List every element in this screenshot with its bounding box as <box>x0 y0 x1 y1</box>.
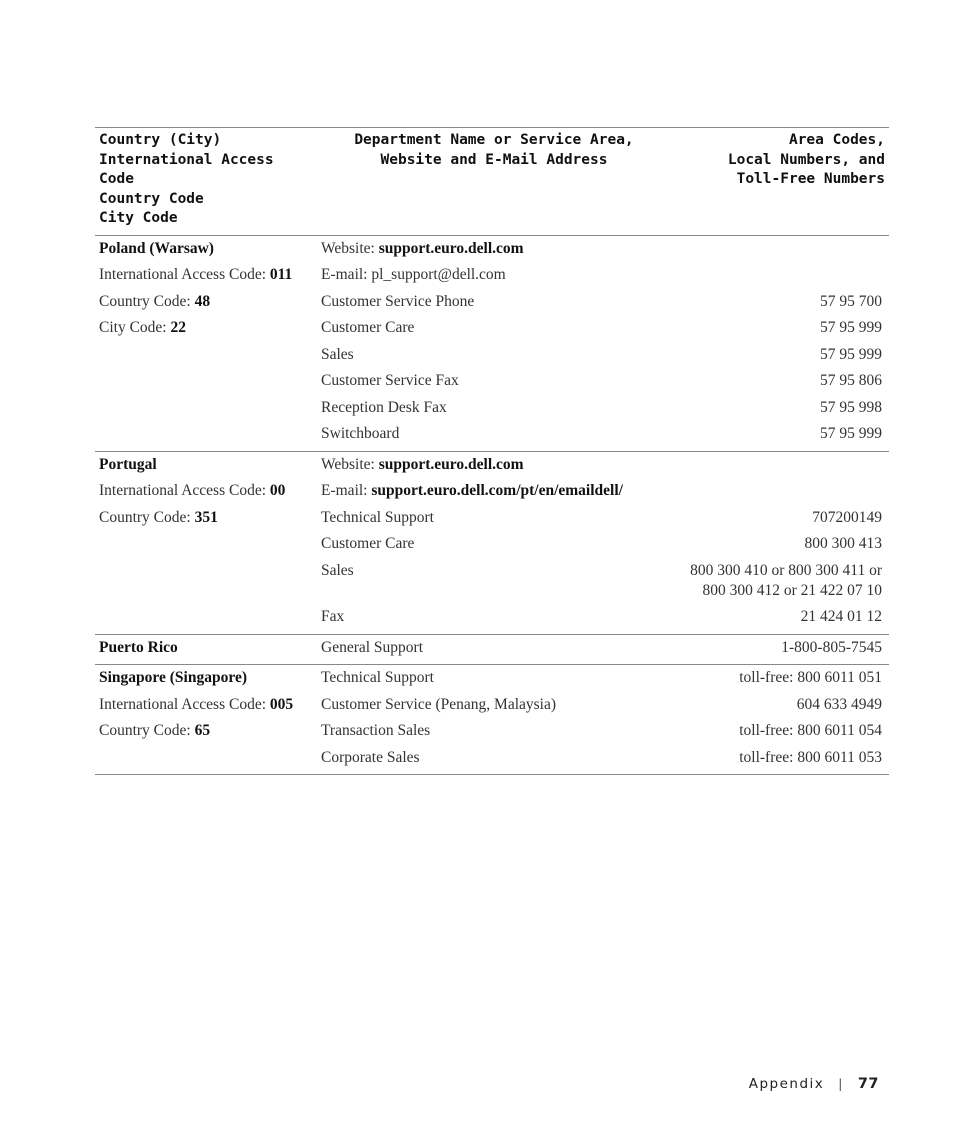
footer-section-name: Appendix <box>748 1076 825 1092</box>
phone-number: 57 95 806 <box>820 372 882 389</box>
department-cell <box>317 668 665 688</box>
department-cell <box>317 345 665 365</box>
number-cell <box>665 607 889 627</box>
country-cell <box>95 508 317 528</box>
phone-number: 604 633 4949 <box>796 695 882 713</box>
table-row <box>95 636 889 663</box>
header-line: Department Name or Service Area, <box>354 132 634 148</box>
department-name: Technical Support <box>321 669 434 686</box>
table-row <box>95 719 889 746</box>
header-line: Website and E-Mail Address <box>380 151 608 168</box>
phone-number: 21 424 01 12 <box>800 608 882 625</box>
table-row <box>95 693 889 720</box>
phone-number: 800 300 410 or 800 300 411 or <box>690 561 882 579</box>
phone-number: 800 300 413 <box>804 535 882 552</box>
country-cell <box>95 455 317 475</box>
department-cell <box>317 695 665 715</box>
country-name: Poland (Warsaw) <box>99 239 214 257</box>
country-cell <box>95 318 317 338</box>
table-row <box>95 532 889 559</box>
country-section <box>95 236 889 452</box>
table-row <box>95 369 889 396</box>
phone-number: 800 300 412 or 21 422 07 10 <box>702 581 882 599</box>
phone-number: 57 95 999 <box>820 425 882 442</box>
code-value: 351 <box>194 508 218 526</box>
table-row <box>95 396 889 423</box>
department-name: Reception Desk Fax <box>321 398 447 416</box>
number-cell <box>665 265 889 285</box>
header-line: Country (City) <box>99 132 222 148</box>
department-name: Customer Service Fax <box>321 372 459 389</box>
department-name: Customer Care <box>321 535 415 552</box>
number-cell <box>665 292 889 312</box>
table-row <box>95 290 889 317</box>
country-cell <box>95 239 317 259</box>
department-name: General Support <box>321 638 424 656</box>
code-value: 00 <box>269 482 286 499</box>
department-cell <box>317 265 665 285</box>
number-cell <box>665 695 889 715</box>
country-cell <box>95 265 317 285</box>
code-label: Country Code: <box>99 508 195 526</box>
code-value: 65 <box>194 722 211 739</box>
phone-number: toll-free: 800 6011 053 <box>739 748 882 766</box>
country-name: Portugal <box>99 455 157 473</box>
phone-number: 57 95 999 <box>820 319 882 336</box>
phone-number: 707200149 <box>812 508 882 526</box>
number-cell <box>665 239 889 259</box>
department-name: Sales <box>321 345 354 363</box>
table-row <box>95 605 889 632</box>
contact-label: Website: <box>321 239 379 257</box>
number-cell <box>665 345 889 365</box>
department-cell <box>317 534 665 554</box>
country-cell <box>95 668 317 688</box>
code-value: 011 <box>269 266 293 283</box>
contact-table <box>95 127 889 775</box>
country-cell <box>95 561 317 601</box>
phone-number: 57 95 998 <box>820 398 882 416</box>
department-cell <box>317 721 665 741</box>
department-cell <box>317 398 665 418</box>
country-cell <box>95 638 317 658</box>
department-cell <box>317 748 665 768</box>
contact-address: support.euro.dell.com <box>378 455 524 473</box>
department-cell <box>317 455 665 475</box>
code-label: City Code: <box>99 319 171 336</box>
country-cell <box>95 398 317 418</box>
department-cell <box>317 292 665 312</box>
number-cell <box>665 455 889 475</box>
contact-address: support.euro.dell.com <box>378 239 524 257</box>
country-cell <box>95 748 317 768</box>
contact-label: E-mail: <box>321 482 372 499</box>
department-name: Customer Care <box>321 319 415 336</box>
country-cell <box>95 424 317 444</box>
country-name: Puerto Rico <box>99 638 178 656</box>
number-cell <box>665 748 889 768</box>
department-name: Customer Service Phone <box>321 292 475 310</box>
header-line: Toll-Free Numbers <box>736 171 885 187</box>
number-cell <box>665 481 889 501</box>
number-cell <box>665 424 889 444</box>
department-name: Customer Service (Penang, Malaysia) <box>321 695 557 713</box>
number-cell <box>665 371 889 391</box>
department-name: Transaction Sales <box>321 722 431 739</box>
page-footer <box>749 1076 879 1092</box>
phone-number: 57 95 700 <box>820 292 882 310</box>
department-name: Fax <box>321 608 345 625</box>
number-cell <box>665 534 889 554</box>
header-line: Area Codes, <box>788 132 885 148</box>
phone-number: toll-free: 800 6011 051 <box>739 669 882 686</box>
department-name: Technical Support <box>321 508 434 526</box>
code-label: International Access Code: <box>99 266 270 283</box>
country-section <box>95 635 889 666</box>
department-name: E-mail: pl_support@dell.com <box>321 266 506 283</box>
department-cell <box>317 561 665 601</box>
code-value: 22 <box>170 319 186 336</box>
phone-number: 57 95 999 <box>820 345 882 363</box>
country-section <box>95 665 889 775</box>
code-label: Country Code: <box>99 292 195 310</box>
country-name: Singapore (Singapore) <box>99 669 247 686</box>
code-value: 005 <box>269 695 294 713</box>
department-cell <box>317 239 665 259</box>
country-cell <box>95 721 317 741</box>
table-row <box>95 237 889 264</box>
header-line: City Code <box>99 210 178 226</box>
table-row <box>95 666 889 693</box>
department-name: Sales <box>321 561 354 579</box>
department-cell <box>317 371 665 391</box>
department-cell <box>317 318 665 338</box>
header-line: International Access Code <box>99 151 274 187</box>
country-cell <box>95 292 317 312</box>
department-name: Corporate Sales <box>321 748 420 766</box>
contact-address: support.euro.dell.com/pt/en/emaildell/ <box>371 482 623 499</box>
number-cell <box>665 398 889 418</box>
country-section <box>95 452 889 635</box>
table-body <box>95 236 889 776</box>
contact-label: Website: <box>321 455 379 473</box>
table-row <box>95 422 889 449</box>
department-cell <box>317 481 665 501</box>
department-cell <box>317 424 665 444</box>
country-cell <box>95 607 317 627</box>
phone-number: 1-800-805-7545 <box>781 638 882 656</box>
table-row <box>95 316 889 343</box>
number-cell <box>665 318 889 338</box>
table-row <box>95 506 889 533</box>
code-label: International Access Code: <box>99 695 270 713</box>
number-cell <box>665 561 889 601</box>
department-name: Switchboard <box>321 425 400 442</box>
header-country-column <box>95 131 317 229</box>
number-cell <box>665 721 889 741</box>
country-cell <box>95 534 317 554</box>
country-cell <box>95 695 317 715</box>
country-cell <box>95 481 317 501</box>
code-value: 48 <box>194 292 211 310</box>
page-number: 77 <box>857 1076 879 1092</box>
table-row <box>95 263 889 290</box>
country-cell <box>95 371 317 391</box>
header-line: Local Numbers, and <box>727 151 885 168</box>
phone-number: toll-free: 800 6011 054 <box>739 722 882 739</box>
header-line: Country Code <box>99 190 204 207</box>
country-cell <box>95 345 317 365</box>
footer-separator: | <box>838 1077 844 1091</box>
number-cell <box>665 668 889 688</box>
number-cell <box>665 638 889 658</box>
table-row <box>95 746 889 773</box>
department-cell <box>317 638 665 658</box>
code-label: Country Code: <box>99 722 195 739</box>
number-cell <box>665 508 889 528</box>
table-row <box>95 453 889 480</box>
code-label: International Access Code: <box>99 482 270 499</box>
header-department-column <box>317 131 665 229</box>
department-cell <box>317 508 665 528</box>
table-row <box>95 479 889 506</box>
table-row <box>95 343 889 370</box>
table-header <box>95 128 889 236</box>
department-cell <box>317 607 665 627</box>
table-row <box>95 559 889 606</box>
header-numbers-column <box>665 131 889 229</box>
